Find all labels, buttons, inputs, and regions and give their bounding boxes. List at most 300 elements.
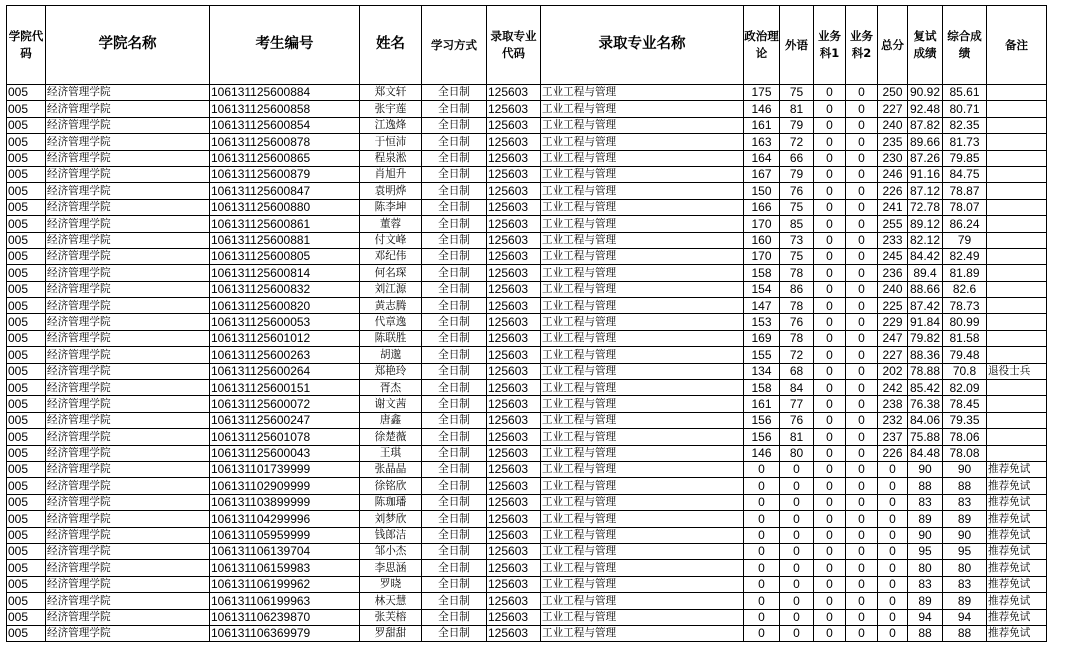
cell-retest-score: 87.26 bbox=[908, 150, 943, 166]
cell-foreign-language-score: 72 bbox=[780, 134, 814, 150]
cell-candidate-id: 106131105959999 bbox=[210, 527, 360, 543]
cell-major-code: 125603 bbox=[487, 101, 541, 117]
table-row bbox=[7, 265, 1047, 281]
cell-student-name: 罗晓 bbox=[360, 576, 422, 592]
table-row bbox=[7, 511, 1047, 527]
header-row bbox=[7, 6, 1047, 85]
cell-major-name: 工业工程与管理 bbox=[541, 593, 744, 609]
cell-major-code: 125603 bbox=[487, 265, 541, 281]
cell-major-name: 工业工程与管理 bbox=[541, 494, 744, 510]
cell-foreign-language-score: 68 bbox=[780, 363, 814, 379]
cell-college-code: 005 bbox=[7, 265, 46, 281]
cell-remark bbox=[987, 380, 1047, 396]
cell-study-mode: 全日制 bbox=[422, 511, 487, 527]
header-college-name: 学院名称 bbox=[46, 6, 210, 85]
cell-remark bbox=[987, 166, 1047, 182]
cell-college-code: 005 bbox=[7, 494, 46, 510]
cell-major-name: 工业工程与管理 bbox=[541, 314, 744, 330]
cell-composite-score: 79.48 bbox=[943, 347, 987, 363]
cell-subject1-score: 0 bbox=[814, 232, 846, 248]
cell-major-name: 工业工程与管理 bbox=[541, 101, 744, 117]
cell-subject2-score: 0 bbox=[846, 232, 878, 248]
cell-subject2-score: 0 bbox=[846, 625, 878, 641]
cell-candidate-id: 106131125600247 bbox=[210, 412, 360, 428]
cell-composite-score: 80.99 bbox=[943, 314, 987, 330]
cell-politics-score: 0 bbox=[744, 593, 780, 609]
cell-college-code: 005 bbox=[7, 543, 46, 559]
table-row bbox=[7, 85, 1047, 101]
cell-candidate-id: 106131104299996 bbox=[210, 511, 360, 527]
cell-politics-score: 0 bbox=[744, 543, 780, 559]
cell-remark: 推荐免试 bbox=[987, 478, 1047, 494]
cell-college-name: 经济管理学院 bbox=[46, 117, 210, 133]
cell-total-score: 225 bbox=[878, 298, 908, 314]
cell-college-name: 经济管理学院 bbox=[46, 593, 210, 609]
cell-politics-score: 146 bbox=[744, 101, 780, 117]
cell-candidate-id: 106131125601012 bbox=[210, 330, 360, 346]
cell-politics-score: 175 bbox=[744, 85, 780, 101]
cell-total-score: 240 bbox=[878, 281, 908, 297]
cell-study-mode: 全日制 bbox=[422, 216, 487, 232]
cell-foreign-language-score: 0 bbox=[780, 511, 814, 527]
cell-composite-score: 82.49 bbox=[943, 248, 987, 264]
cell-college-code: 005 bbox=[7, 429, 46, 445]
cell-college-name: 经济管理学院 bbox=[46, 298, 210, 314]
cell-foreign-language-score: 75 bbox=[780, 248, 814, 264]
cell-foreign-language-score: 0 bbox=[780, 543, 814, 559]
table-row bbox=[7, 199, 1047, 215]
cell-total-score: 0 bbox=[878, 560, 908, 576]
cell-candidate-id: 106131125600151 bbox=[210, 380, 360, 396]
cell-student-name: 胡邈 bbox=[360, 347, 422, 363]
cell-composite-score: 84.75 bbox=[943, 166, 987, 182]
cell-major-name: 工业工程与管理 bbox=[541, 183, 744, 199]
cell-politics-score: 158 bbox=[744, 380, 780, 396]
cell-politics-score: 161 bbox=[744, 117, 780, 133]
cell-major-code: 125603 bbox=[487, 150, 541, 166]
cell-college-name: 经济管理学院 bbox=[46, 527, 210, 543]
cell-major-name: 工业工程与管理 bbox=[541, 232, 744, 248]
table-row bbox=[7, 576, 1047, 592]
table-row bbox=[7, 183, 1047, 199]
cell-candidate-id: 106131102909999 bbox=[210, 478, 360, 494]
cell-politics-score: 0 bbox=[744, 511, 780, 527]
cell-student-name: 邹小杰 bbox=[360, 543, 422, 559]
cell-student-name: 谢文茜 bbox=[360, 396, 422, 412]
cell-candidate-id: 106131125600264 bbox=[210, 363, 360, 379]
cell-subject1-score: 0 bbox=[814, 494, 846, 510]
cell-student-name: 徐铭欣 bbox=[360, 478, 422, 494]
cell-remark bbox=[987, 314, 1047, 330]
cell-total-score: 0 bbox=[878, 461, 908, 477]
cell-retest-score: 80 bbox=[908, 560, 943, 576]
cell-candidate-id: 106131125600043 bbox=[210, 445, 360, 461]
cell-college-code: 005 bbox=[7, 363, 46, 379]
cell-subject1-score: 0 bbox=[814, 429, 846, 445]
cell-remark bbox=[987, 445, 1047, 461]
cell-retest-score: 75.88 bbox=[908, 429, 943, 445]
cell-composite-score: 95 bbox=[943, 543, 987, 559]
cell-total-score: 245 bbox=[878, 248, 908, 264]
cell-total-score: 202 bbox=[878, 363, 908, 379]
cell-total-score: 227 bbox=[878, 347, 908, 363]
cell-retest-score: 88.66 bbox=[908, 281, 943, 297]
cell-study-mode: 全日制 bbox=[422, 101, 487, 117]
cell-subject1-score: 0 bbox=[814, 199, 846, 215]
cell-total-score: 235 bbox=[878, 134, 908, 150]
cell-composite-score: 81.58 bbox=[943, 330, 987, 346]
cell-college-name: 经济管理学院 bbox=[46, 101, 210, 117]
cell-composite-score: 80.71 bbox=[943, 101, 987, 117]
cell-total-score: 0 bbox=[878, 609, 908, 625]
cell-subject2-score: 0 bbox=[846, 543, 878, 559]
cell-major-name: 工业工程与管理 bbox=[541, 543, 744, 559]
table-body bbox=[7, 85, 1047, 642]
header-remark: 备注 bbox=[987, 6, 1047, 85]
cell-college-name: 经济管理学院 bbox=[46, 363, 210, 379]
cell-college-code: 005 bbox=[7, 150, 46, 166]
cell-retest-score: 84.06 bbox=[908, 412, 943, 428]
cell-major-code: 125603 bbox=[487, 134, 541, 150]
table-row bbox=[7, 314, 1047, 330]
cell-college-code: 005 bbox=[7, 593, 46, 609]
cell-retest-score: 89 bbox=[908, 593, 943, 609]
cell-major-name: 工业工程与管理 bbox=[541, 199, 744, 215]
cell-politics-score: 150 bbox=[744, 183, 780, 199]
cell-politics-score: 166 bbox=[744, 199, 780, 215]
cell-composite-score: 70.8 bbox=[943, 363, 987, 379]
header-subject1-score: 业务科1 bbox=[814, 6, 846, 85]
cell-retest-score: 89.4 bbox=[908, 265, 943, 281]
cell-subject2-score: 0 bbox=[846, 511, 878, 527]
header-total-score: 总分 bbox=[878, 6, 908, 85]
cell-remark bbox=[987, 298, 1047, 314]
cell-retest-score: 92.48 bbox=[908, 101, 943, 117]
cell-composite-score: 81.73 bbox=[943, 134, 987, 150]
cell-candidate-id: 106131125600858 bbox=[210, 101, 360, 117]
cell-student-name: 李思涵 bbox=[360, 560, 422, 576]
cell-retest-score: 90.92 bbox=[908, 85, 943, 101]
cell-major-code: 125603 bbox=[487, 183, 541, 199]
cell-major-code: 125603 bbox=[487, 576, 541, 592]
cell-retest-score: 90 bbox=[908, 461, 943, 477]
cell-candidate-id: 106131125600263 bbox=[210, 347, 360, 363]
cell-foreign-language-score: 85 bbox=[780, 216, 814, 232]
cell-composite-score: 82.35 bbox=[943, 117, 987, 133]
cell-study-mode: 全日制 bbox=[422, 363, 487, 379]
cell-major-code: 125603 bbox=[487, 232, 541, 248]
cell-college-code: 005 bbox=[7, 117, 46, 133]
cell-politics-score: 164 bbox=[744, 150, 780, 166]
cell-study-mode: 全日制 bbox=[422, 576, 487, 592]
cell-candidate-id: 106131125600861 bbox=[210, 216, 360, 232]
cell-candidate-id: 106131106199962 bbox=[210, 576, 360, 592]
cell-student-name: 罗甜甜 bbox=[360, 625, 422, 641]
cell-subject1-score: 0 bbox=[814, 560, 846, 576]
cell-politics-score: 0 bbox=[744, 576, 780, 592]
cell-college-code: 005 bbox=[7, 330, 46, 346]
cell-candidate-id: 106131125600879 bbox=[210, 166, 360, 182]
table-row bbox=[7, 396, 1047, 412]
cell-subject1-score: 0 bbox=[814, 625, 846, 641]
cell-subject1-score: 0 bbox=[814, 166, 846, 182]
cell-subject2-score: 0 bbox=[846, 347, 878, 363]
cell-study-mode: 全日制 bbox=[422, 330, 487, 346]
cell-subject2-score: 0 bbox=[846, 494, 878, 510]
table-row bbox=[7, 347, 1047, 363]
cell-composite-score: 82.6 bbox=[943, 281, 987, 297]
cell-major-code: 125603 bbox=[487, 199, 541, 215]
cell-study-mode: 全日制 bbox=[422, 248, 487, 264]
cell-college-name: 经济管理学院 bbox=[46, 494, 210, 510]
cell-student-name: 于恒沛 bbox=[360, 134, 422, 150]
cell-major-name: 工业工程与管理 bbox=[541, 609, 744, 625]
cell-subject2-score: 0 bbox=[846, 429, 878, 445]
cell-subject2-score: 0 bbox=[846, 265, 878, 281]
cell-foreign-language-score: 0 bbox=[780, 609, 814, 625]
cell-total-score: 230 bbox=[878, 150, 908, 166]
cell-subject2-score: 0 bbox=[846, 461, 878, 477]
cell-composite-score: 89 bbox=[943, 593, 987, 609]
cell-remark bbox=[987, 248, 1047, 264]
cell-major-code: 125603 bbox=[487, 216, 541, 232]
cell-remark bbox=[987, 216, 1047, 232]
cell-subject2-score: 0 bbox=[846, 527, 878, 543]
cell-remark: 推荐免试 bbox=[987, 560, 1047, 576]
cell-subject1-score: 0 bbox=[814, 593, 846, 609]
table-row bbox=[7, 134, 1047, 150]
cell-remark bbox=[987, 101, 1047, 117]
cell-major-name: 工业工程与管理 bbox=[541, 478, 744, 494]
cell-student-name: 徐楚薇 bbox=[360, 429, 422, 445]
cell-composite-score: 90 bbox=[943, 527, 987, 543]
cell-college-name: 经济管理学院 bbox=[46, 85, 210, 101]
cell-subject2-score: 0 bbox=[846, 281, 878, 297]
table-row bbox=[7, 494, 1047, 510]
cell-politics-score: 156 bbox=[744, 429, 780, 445]
cell-subject2-score: 0 bbox=[846, 576, 878, 592]
cell-composite-score: 85.61 bbox=[943, 85, 987, 101]
table-row bbox=[7, 560, 1047, 576]
cell-candidate-id: 106131106199963 bbox=[210, 593, 360, 609]
cell-politics-score: 167 bbox=[744, 166, 780, 182]
header-composite-score: 综合成绩 bbox=[943, 6, 987, 85]
cell-subject2-score: 0 bbox=[846, 85, 878, 101]
cell-foreign-language-score: 76 bbox=[780, 314, 814, 330]
cell-subject2-score: 0 bbox=[846, 609, 878, 625]
cell-major-name: 工业工程与管理 bbox=[541, 347, 744, 363]
cell-retest-score: 89.66 bbox=[908, 134, 943, 150]
cell-major-name: 工业工程与管理 bbox=[541, 85, 744, 101]
cell-subject2-score: 0 bbox=[846, 330, 878, 346]
cell-candidate-id: 106131125600884 bbox=[210, 85, 360, 101]
cell-retest-score: 88.36 bbox=[908, 347, 943, 363]
cell-politics-score: 160 bbox=[744, 232, 780, 248]
cell-remark bbox=[987, 85, 1047, 101]
cell-candidate-id: 106131125600880 bbox=[210, 199, 360, 215]
cell-study-mode: 全日制 bbox=[422, 232, 487, 248]
cell-total-score: 0 bbox=[878, 527, 908, 543]
cell-college-code: 005 bbox=[7, 101, 46, 117]
cell-retest-score: 84.42 bbox=[908, 248, 943, 264]
cell-major-code: 125603 bbox=[487, 380, 541, 396]
cell-remark bbox=[987, 281, 1047, 297]
table-row bbox=[7, 232, 1047, 248]
cell-major-code: 125603 bbox=[487, 298, 541, 314]
cell-major-name: 工业工程与管理 bbox=[541, 527, 744, 543]
cell-college-code: 005 bbox=[7, 527, 46, 543]
cell-foreign-language-score: 81 bbox=[780, 101, 814, 117]
cell-composite-score: 83 bbox=[943, 494, 987, 510]
cell-total-score: 236 bbox=[878, 265, 908, 281]
cell-subject1-score: 0 bbox=[814, 543, 846, 559]
cell-major-code: 125603 bbox=[487, 314, 541, 330]
cell-subject1-score: 0 bbox=[814, 248, 846, 264]
cell-study-mode: 全日制 bbox=[422, 166, 487, 182]
cell-remark: 推荐免试 bbox=[987, 609, 1047, 625]
cell-retest-score: 84.48 bbox=[908, 445, 943, 461]
cell-study-mode: 全日制 bbox=[422, 445, 487, 461]
cell-college-name: 经济管理学院 bbox=[46, 232, 210, 248]
cell-retest-score: 88 bbox=[908, 625, 943, 641]
table-row bbox=[7, 166, 1047, 182]
cell-study-mode: 全日制 bbox=[422, 527, 487, 543]
cell-student-name: 王琪 bbox=[360, 445, 422, 461]
cell-college-code: 005 bbox=[7, 625, 46, 641]
table-row bbox=[7, 298, 1047, 314]
cell-subject1-score: 0 bbox=[814, 609, 846, 625]
cell-retest-score: 87.12 bbox=[908, 183, 943, 199]
table-row bbox=[7, 625, 1047, 641]
table-row bbox=[7, 330, 1047, 346]
header-candidate-id: 考生编号 bbox=[210, 6, 360, 85]
cell-subject1-score: 0 bbox=[814, 265, 846, 281]
table-row bbox=[7, 380, 1047, 396]
cell-total-score: 233 bbox=[878, 232, 908, 248]
table-row bbox=[7, 593, 1047, 609]
cell-remark: 推荐免试 bbox=[987, 625, 1047, 641]
cell-total-score: 0 bbox=[878, 543, 908, 559]
cell-subject1-score: 0 bbox=[814, 363, 846, 379]
cell-foreign-language-score: 73 bbox=[780, 232, 814, 248]
cell-major-code: 125603 bbox=[487, 85, 541, 101]
cell-composite-score: 88 bbox=[943, 625, 987, 641]
header-retest-score: 复试成绩 bbox=[908, 6, 943, 85]
cell-foreign-language-score: 0 bbox=[780, 576, 814, 592]
cell-composite-score: 78.87 bbox=[943, 183, 987, 199]
cell-foreign-language-score: 0 bbox=[780, 494, 814, 510]
cell-major-name: 工业工程与管理 bbox=[541, 265, 744, 281]
cell-subject1-score: 0 bbox=[814, 281, 846, 297]
cell-major-name: 工业工程与管理 bbox=[541, 380, 744, 396]
cell-remark bbox=[987, 412, 1047, 428]
cell-subject1-score: 0 bbox=[814, 134, 846, 150]
cell-remark: 退役士兵 bbox=[987, 363, 1047, 379]
cell-major-code: 125603 bbox=[487, 396, 541, 412]
cell-remark bbox=[987, 150, 1047, 166]
cell-politics-score: 170 bbox=[744, 216, 780, 232]
cell-major-code: 125603 bbox=[487, 461, 541, 477]
cell-student-name: 陈珈璠 bbox=[360, 494, 422, 510]
cell-total-score: 242 bbox=[878, 380, 908, 396]
header-foreign-language-score: 外语 bbox=[780, 6, 814, 85]
cell-subject2-score: 0 bbox=[846, 380, 878, 396]
cell-subject1-score: 0 bbox=[814, 183, 846, 199]
cell-foreign-language-score: 0 bbox=[780, 478, 814, 494]
cell-study-mode: 全日制 bbox=[422, 183, 487, 199]
cell-remark: 推荐免试 bbox=[987, 543, 1047, 559]
cell-remark bbox=[987, 117, 1047, 133]
cell-retest-score: 85.42 bbox=[908, 380, 943, 396]
cell-college-name: 经济管理学院 bbox=[46, 150, 210, 166]
cell-major-code: 125603 bbox=[487, 609, 541, 625]
cell-college-code: 005 bbox=[7, 166, 46, 182]
cell-major-code: 125603 bbox=[487, 445, 541, 461]
cell-retest-score: 83 bbox=[908, 494, 943, 510]
cell-subject2-score: 0 bbox=[846, 216, 878, 232]
cell-foreign-language-score: 84 bbox=[780, 380, 814, 396]
cell-foreign-language-score: 0 bbox=[780, 593, 814, 609]
cell-major-name: 工业工程与管理 bbox=[541, 150, 744, 166]
cell-major-name: 工业工程与管理 bbox=[541, 429, 744, 445]
cell-retest-score: 95 bbox=[908, 543, 943, 559]
cell-candidate-id: 106131125600805 bbox=[210, 248, 360, 264]
cell-composite-score: 79.35 bbox=[943, 412, 987, 428]
cell-retest-score: 76.38 bbox=[908, 396, 943, 412]
cell-foreign-language-score: 77 bbox=[780, 396, 814, 412]
cell-major-name: 工业工程与管理 bbox=[541, 461, 744, 477]
cell-foreign-language-score: 78 bbox=[780, 330, 814, 346]
cell-major-name: 工业工程与管理 bbox=[541, 216, 744, 232]
cell-college-code: 005 bbox=[7, 445, 46, 461]
cell-foreign-language-score: 0 bbox=[780, 625, 814, 641]
cell-college-name: 经济管理学院 bbox=[46, 265, 210, 281]
cell-remark bbox=[987, 347, 1047, 363]
cell-subject2-score: 0 bbox=[846, 134, 878, 150]
cell-major-name: 工业工程与管理 bbox=[541, 625, 744, 641]
cell-study-mode: 全日制 bbox=[422, 412, 487, 428]
cell-politics-score: 156 bbox=[744, 412, 780, 428]
cell-subject1-score: 0 bbox=[814, 576, 846, 592]
cell-college-code: 005 bbox=[7, 298, 46, 314]
cell-college-code: 005 bbox=[7, 314, 46, 330]
cell-remark bbox=[987, 265, 1047, 281]
cell-college-name: 经济管理学院 bbox=[46, 248, 210, 264]
cell-foreign-language-score: 72 bbox=[780, 347, 814, 363]
cell-remark bbox=[987, 232, 1047, 248]
cell-foreign-language-score: 75 bbox=[780, 199, 814, 215]
cell-retest-score: 88 bbox=[908, 478, 943, 494]
cell-student-name: 胥杰 bbox=[360, 380, 422, 396]
cell-candidate-id: 106131101739999 bbox=[210, 461, 360, 477]
cell-subject1-score: 0 bbox=[814, 314, 846, 330]
cell-major-name: 工业工程与管理 bbox=[541, 560, 744, 576]
cell-major-code: 125603 bbox=[487, 248, 541, 264]
cell-politics-score: 0 bbox=[744, 609, 780, 625]
cell-foreign-language-score: 76 bbox=[780, 183, 814, 199]
cell-student-name: 袁明烨 bbox=[360, 183, 422, 199]
cell-college-name: 经济管理学院 bbox=[46, 445, 210, 461]
cell-candidate-id: 106131106139704 bbox=[210, 543, 360, 559]
cell-foreign-language-score: 81 bbox=[780, 429, 814, 445]
cell-college-code: 005 bbox=[7, 560, 46, 576]
cell-candidate-id: 106131125600814 bbox=[210, 265, 360, 281]
cell-college-code: 005 bbox=[7, 216, 46, 232]
cell-total-score: 226 bbox=[878, 445, 908, 461]
cell-retest-score: 72.78 bbox=[908, 199, 943, 215]
cell-politics-score: 155 bbox=[744, 347, 780, 363]
cell-politics-score: 134 bbox=[744, 363, 780, 379]
